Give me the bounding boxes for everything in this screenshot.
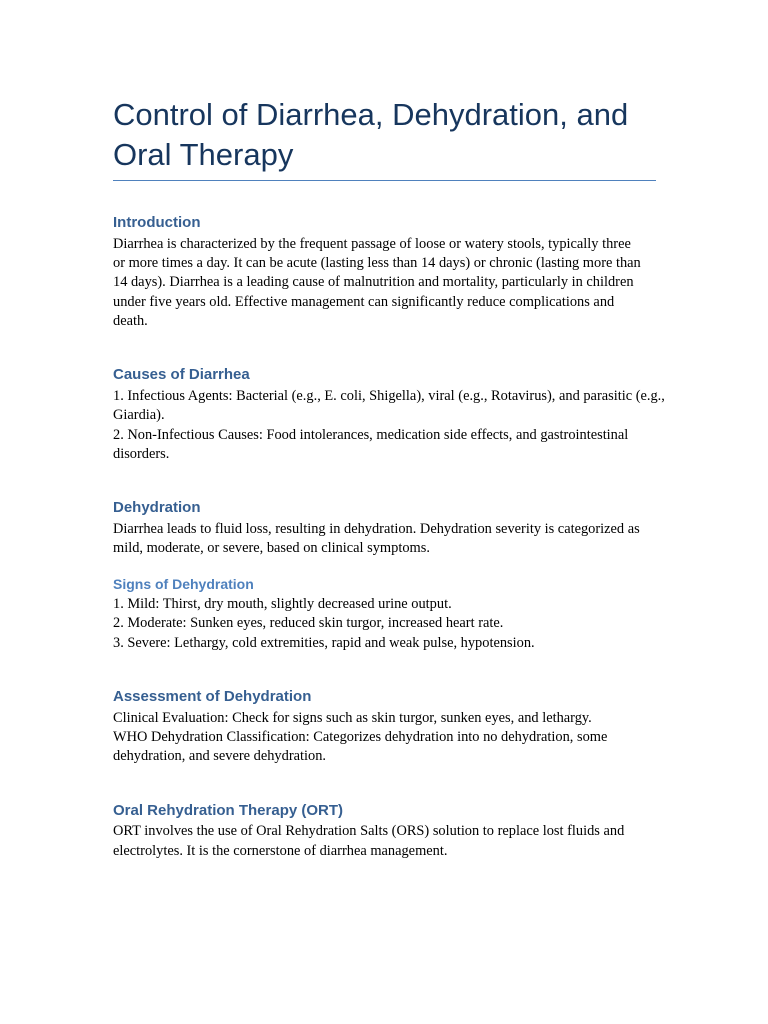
section-dehydration [113, 498, 656, 653]
dehydration-paragraph [113, 520, 656, 559]
list-item-line: 2. Non-Infectious Causes: Food intolerances, medication side effects, and gastrointestinal [113, 426, 629, 443]
body-line: mild, moderate, or severe, based on clinical symptoms. [113, 540, 430, 557]
list-item-line: 1. Infectious Agents: Bacterial (e.g., E. coli, Shigella), viral (e.g., Rotavirus), and parasitic (e.g., [113, 388, 665, 405]
list-item-line: 3. Severe: Lethargy, cold extremities, rapid and weak pulse, hypotension. [113, 634, 535, 651]
body-line: under five years old. Effective management can significantly reduce complications and [113, 293, 615, 310]
body-line: Diarrhea leads to fluid loss, resulting in dehydration. Dehydration severity is categorized as [113, 521, 640, 538]
body-line: WHO Dehydration Classification: Categorizes dehydration into no dehydration, some [113, 729, 608, 746]
causes-list [113, 387, 665, 465]
body-line: electrolytes. It is the cornerstone of diarrhea management. [113, 842, 448, 859]
introduction-paragraph [113, 235, 656, 332]
body-line: Diarrhea is characterized by the frequent passage of loose or watery stools, typically three [113, 235, 631, 252]
section-heading-causes: Causes of Diarrhea [113, 366, 250, 384]
list-item-line: disorders. [113, 446, 170, 463]
body-line: 14 days). Diarrhea is a leading cause of malnutrition and mortality, particularly in children [113, 274, 634, 291]
list-item-line: 1. Mild: Thirst, dry mouth, slightly decreased urine output. [113, 596, 452, 613]
section-heading-assessment: Assessment of Dehydration [113, 688, 312, 706]
section-ort [113, 801, 656, 861]
body-line: death. [113, 313, 148, 330]
title-rule [113, 180, 656, 181]
list-item-line: Giardia). [113, 407, 165, 424]
document-body [113, 95, 665, 861]
section-heading-dehydration: Dehydration [113, 499, 201, 517]
body-line: dehydration, and severe dehydration. [113, 748, 326, 765]
section-assessment [113, 687, 656, 767]
section-introduction [113, 213, 656, 332]
list-item-line: 2. Moderate: Sunken eyes, reduced skin turgor, increased heart rate. [113, 615, 504, 632]
assessment-paragraph [113, 709, 656, 767]
signs-list [113, 595, 656, 653]
section-heading-introduction: Introduction [113, 214, 201, 231]
ort-paragraph [113, 822, 656, 861]
body-line: or more times a day. It can be acute (lasting less than 14 days) or chronic (lasting more than [113, 255, 641, 271]
document-title: Control of Diarrhea, Dehydration, and Oral Therapy [113, 97, 629, 172]
body-line: Clinical Evaluation: Check for signs such as skin turgor, sunken eyes, and lethargy. [113, 709, 592, 726]
section-heading-ort: Oral Rehydration Therapy (ORT) [113, 801, 344, 819]
section-causes [113, 365, 665, 464]
body-line: ORT involves the use of Oral Rehydration Salts (ORS) solution to replace lost fluids and [113, 823, 625, 840]
subheading-signs-of-dehydration: Signs of Dehydration [113, 575, 254, 592]
